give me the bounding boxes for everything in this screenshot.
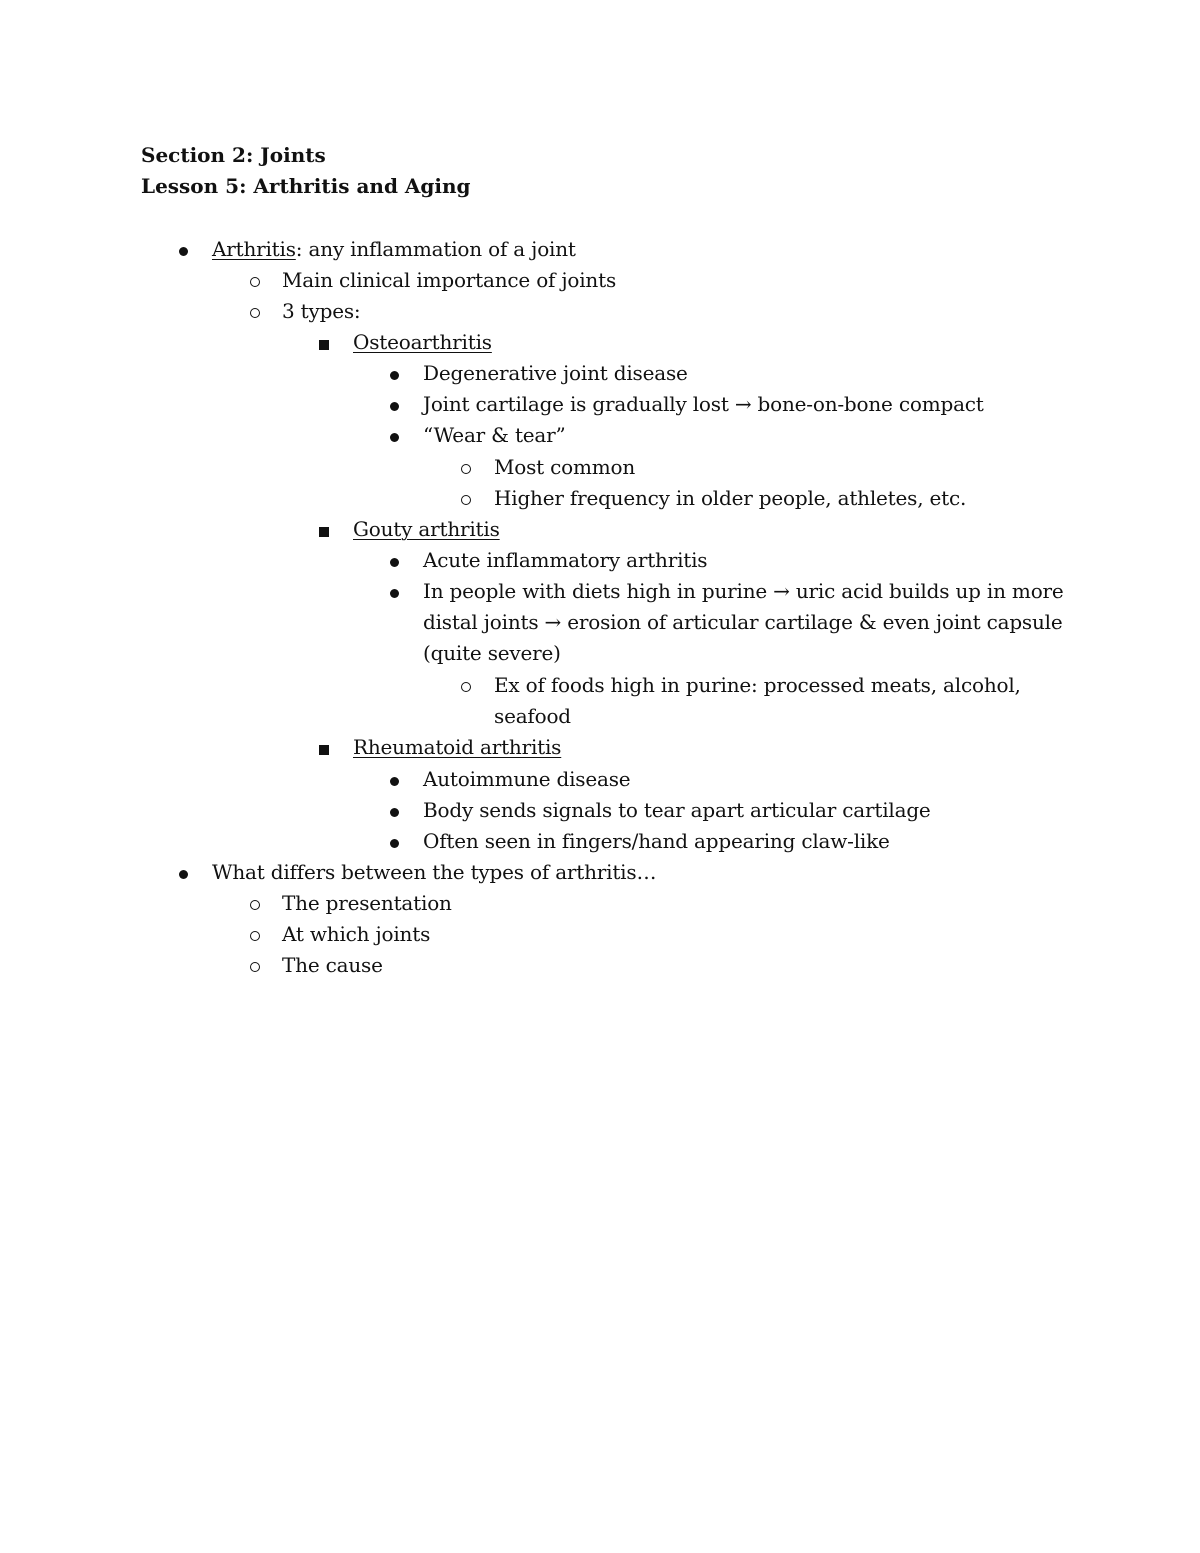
bullet-circle-icon [250,900,260,910]
list-item-gouty-1: Acute inflammatory arthritis [423,548,708,572]
bullet-square-icon [319,527,329,537]
arthritis-definition: : any inflammation of a joint [295,237,576,261]
bullet-disc-icon [390,589,399,598]
list-item-differs-3: The cause [282,953,383,977]
bullet-disc-icon [390,808,399,817]
bullet-disc-icon [390,371,399,380]
list-item-differs-1: The presentation [282,891,452,915]
term-osteoarthritis: Osteoarthritis [353,330,492,354]
list-item-osteo-3: “Wear & tear” [423,423,566,447]
bullet-disc-icon [179,870,188,879]
bullet-disc-icon [390,839,399,848]
term-arthritis: Arthritis [212,237,296,261]
bullet-circle-icon [250,962,260,972]
list-item-gouty-2-line2: distal joints → erosion of articular cartilage & even joint capsule [423,610,1063,634]
list-item-main-clinical: Main clinical importance of joints [282,268,617,292]
lesson-title: Lesson 5: Arthritis and Aging [141,174,471,198]
bullet-circle-icon [250,277,260,287]
list-item-rheum-3: Often seen in fingers/hand appearing claw-like [423,829,890,853]
list-item-gouty-2a-line2: seafood [494,704,571,728]
list-item-differs: What differs between the types of arthritis… [212,860,657,884]
bullet-circle-icon [461,682,471,692]
bullet-disc-icon [390,433,399,442]
bullet-disc-icon [390,402,399,411]
list-item-gouty-2-line3: (quite severe) [423,641,561,665]
list-item-gouty-2a-line1: Ex of foods high in purine: processed meats, alcohol, [494,673,1021,697]
bullet-circle-icon [461,495,471,505]
list-item-gouty-2-line1: In people with diets high in purine → uric acid builds up in more [423,579,1064,603]
bullet-circle-icon [461,464,471,474]
list-item-three-types: 3 types: [282,299,361,323]
list-item-osteo-2: Joint cartilage is gradually lost → bone-on-bone compact [423,392,984,416]
bullet-square-icon [319,745,329,755]
bullet-disc-icon [390,777,399,786]
list-item-osteo-3a: Most common [494,455,636,479]
list-item-rheum-1: Autoimmune disease [423,767,631,791]
term-rheumatoid-arthritis: Rheumatoid arthritis [353,735,562,759]
bullet-circle-icon [250,931,260,941]
bullet-circle-icon [250,308,260,318]
term-gouty-arthritis: Gouty arthritis [353,517,500,541]
list-item-arthritis [212,234,576,265]
section-title: Section 2: Joints [141,143,326,167]
bullet-disc-icon [179,247,188,256]
list-item-differs-2: At which joints [282,922,431,946]
list-item-osteo-1: Degenerative joint disease [423,361,688,385]
bullet-disc-icon [390,558,399,567]
bullet-square-icon [319,340,329,350]
list-item-osteo-3b: Higher frequency in older people, athletes, etc. [494,486,967,510]
list-item-rheum-2: Body sends signals to tear apart articular cartilage [423,798,931,822]
